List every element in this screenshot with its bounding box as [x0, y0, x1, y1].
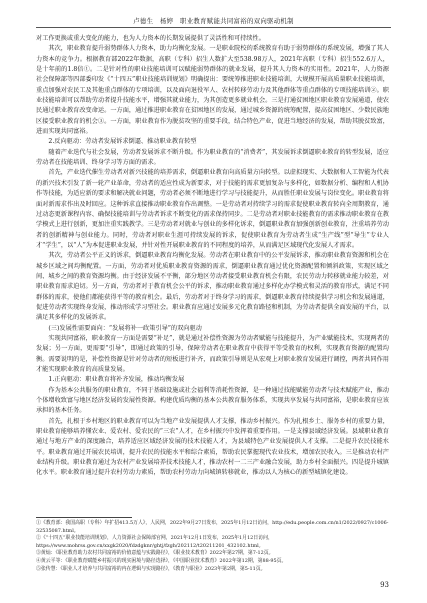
paragraph: 首先，产业迭代催生劳动者对新兴技能的培养需求，倒逼职业教育向高质量方向转型。以虚拟现实、大数据和人工智能为代表的新兴技术引发了新一轮产业革命，劳动者的适应性成为新要求，对于技能的需求更加复杂与多样化，如数据分析、编程和人机协作等技能，为适应新的要求和解决就业问题，劳动者必须不断地进行学习与技能提升，从而胜任职业发展与岗位变化。职业教育将面对新需求作出及时回应。这种诉求直接推动职业教育作出调整。一是劳动者对持续学习的需求促使职业教育转向全周期教育，通过动态更新课程内容、确保技能培训与劳动者诉求不断变化的需求保持同步。二是劳动者对职业技能教育的需求推动职业教育在教学模式上进行创新，更加注重实践教学。三是劳动者对就业与创业的多样化诉求，倒逼职业教育加强创新创业教育，注重培养劳动者的创新精神与创业能力。同时，劳动者对职业生涯可持续发展的诉求，促使职业教育为劳动者生成“生产线”型“导生”专业人才“学生”，以“人”为本促进职业发展，并针对性开展职业教育的不同程度的培养，从而满足区域现代化发展人才需求。: [36, 169, 389, 249]
paragraph: 随着产业迭代与社会发展，劳动者发展诉求不断升级。作为职业教育的“消费者”，其发展诉求倒逼职业教育的转型发展，适应劳动者在技能培训、终身学习等方面的需求。: [36, 148, 389, 167]
paragraph: 实现共同富裕，职业教育一方面是需要“补足”，就是通过补偿性资源为劳动者赋能与技能提升，为产业赋能技术，实现两者的发展；另一方面，更需要“引导”，即通过政策的引导，保障劳动者在职业教育中获得平等受教育的权利，实现教育资源的配置均衡。需要说明的是，补偿性资源是针对劳动者的短板进行补齐，而政策引导则是从宏观上对职业教育发展进行调控，两者共同作用才能实现职业教育的高质量发展。: [36, 334, 389, 373]
footnote: ⑤张传慧：《职业人才培养与共同富裕的内在逻辑与实现路径》，《教育与职业》2023年第2期，第5-11页。: [36, 565, 266, 572]
subsection-heading: 2.反向驱动：劳动者发展诉求倒逼、推动职业教育转型: [48, 138, 197, 146]
footnotes: [36, 520, 389, 573]
footnote: ①《教育部：我国高职（专科）年扩招413.5万人》，人民网，2022年9月27日发布，2025年1月12日访问，http://edu.people.com.cn/n1/2022/0927/c1006-32535087.html。: [36, 520, 389, 534]
subsection-heading: 1.正向驱动：职业教育将补齐发展，推动均衡发展: [48, 376, 185, 384]
footnote-rule: [36, 517, 132, 518]
section-heading: (三)发展性需要面向：“发展将补一政策引导”的双向驱动: [48, 324, 202, 332]
footnote: ③黄灿：《职业教育助力农村共同富裕的价值意蕴与实践路径》，《职业技术教育》2022年第27期，第7-12页。: [36, 550, 274, 557]
body-text: [36, 34, 389, 479]
page-number: 93: [380, 581, 389, 589]
paragraph: 首先，扎根于乡村地区的职业教育可以为当地产业发展提供人才支撑，推动乡村振兴。作为扎根乡土、服务乡村的重要力量，职业教育能够培养懂农业、爱农村、爱农民的“三农”人才，在乡村振兴中发挥着重要作用。一是支撑县域经济发展。县域职业教育通过与地方产业的深度融合，培养适应区域经济发展的技术技能人才，为县域特色产业发展提供人才支撑。二是提升农民技能水平。职业教育通过开展农民培训，提升农民的技能水平和综合素质，帮助农民掌握现代农业技术，增加农民收入。三是推动农村产业结构升级。职业教育通过为农村产业发展培养技术技能人才，推动农村一二三产业融合发展，助力乡村全面振兴。四是提升城镇化水平。职业教育通过提升农村劳动力素质，帮助农村劳动力向城镇转移就业，推动以人为核心的新型城镇化建设。: [36, 417, 389, 477]
paragraph: 对工作更换或重大变化的能力，也为人力资本的长期发展提供了灵活性和可持续性。: [36, 35, 265, 42]
paragraph: 其次，职业教育提升弱势群体人力资本，助力均衡化发展。一是职业院校的系统教育有助于弱势群体的系统发展，增强了其人力资本的竞争力。根据教育部2022年数据，高职（专科）招生人数扩大至538.98万人，2021年高职（专科）招生552.6万人，是十年前的1.8倍①。二是针对性的职业技能培训可以赋能弱势群体的就业发展，提升其人力资本的实用性。2021年，人力资源社会保障部等四部委印发《“十四五”职业技能培训规划》明确提出：要统筹推进职业技能培训，大规模开展高质量职业技能培训，重点加强对农民工及其他重点群体的专项培训，以及面向退役军人、农村转移劳动力及其他群体等重点群体的专项技能培训②。职业技能培训可以帮助劳动者提升技能水平，增强其就业能力，为其创造更多就业机会。三是打通贫困地区职业教育发展通道，使农民通过职业教育改变命运。一方面，通过推进职业教育在贫困地区的发展，通过城乡资源的统筹配置，提高贫困地区、少数民族地区接受职业教育的机会③。一方面，职业教育作为脱贫攻坚的重要手段，结合特色产业，促进当地经济的发展，帮助其脱贫致富，进而实现共同富裕。: [36, 45, 389, 136]
header-rule: [36, 27, 391, 28]
paragraph: 其次，劳动者公平正义的诉求，倒逼职业教育均衡化发展。劳动者在职业教育中的公平发展诉求，推动职业教育资源和机会在城乡区域之间均衡配置。一方面，劳动者对优质职业教育资源的需求，倒逼职业教育通过优化资源配置和倾斜政策，实现区域之间、城乡之间的教育资源均衡。由于经济发展不平衡，部分地区劳动者接受职业教育机会有限，农民劳动力转移就业能力较差，对职业教育需求迫切。另一方面，劳动者对于教育机会公平的诉求，推动职业教育通过多样化办学模式和灵活的教育形式，满足不同群体的需求，使他们都能获得平等的教育机会。最后，劳动者对于终身学习的需求，倒逼职业教育持续提供学习机会和发展通道，促进劳动者实现终身发展，推动形成学习型社会。职业教育应通过发展多元化教育路径和机制，为劳动者提供全面发展的平台，以满足其多样化的发展诉求。: [36, 252, 389, 322]
footnote: ④黄云平等：《职业教育赋能乡村振兴的现实困境与路径选择》，《中国职业技术教育》2022年第12期，第88-95页。: [36, 557, 287, 564]
running-header: 卢德生 杨婷 职业教育赋能共同富裕的双向驱动机制: [133, 17, 294, 25]
footnote: ②《“十四五”职业技能培训规划》，人力资源社会保障部官网，2021年12月1日发布，2025年1月12日访问，https://www.mohrss.gov.cn/xxgk2020/fdzdgknr/ghtj/fzgh/202112/t20211201_432102.html。: [36, 535, 273, 549]
paragraph: 作为基本公共服务的职业教育，不同于基础设施或社会福利等消耗性资源，是一种通过技能赋能劳动者与技术赋能产业，推动个体增收致富与地区经济发展的发展性资源。构建优质均衡的基本公共教育服务体系，实现共享发展与共同富裕，是职业教育应该承担的基本任务。: [36, 386, 389, 415]
